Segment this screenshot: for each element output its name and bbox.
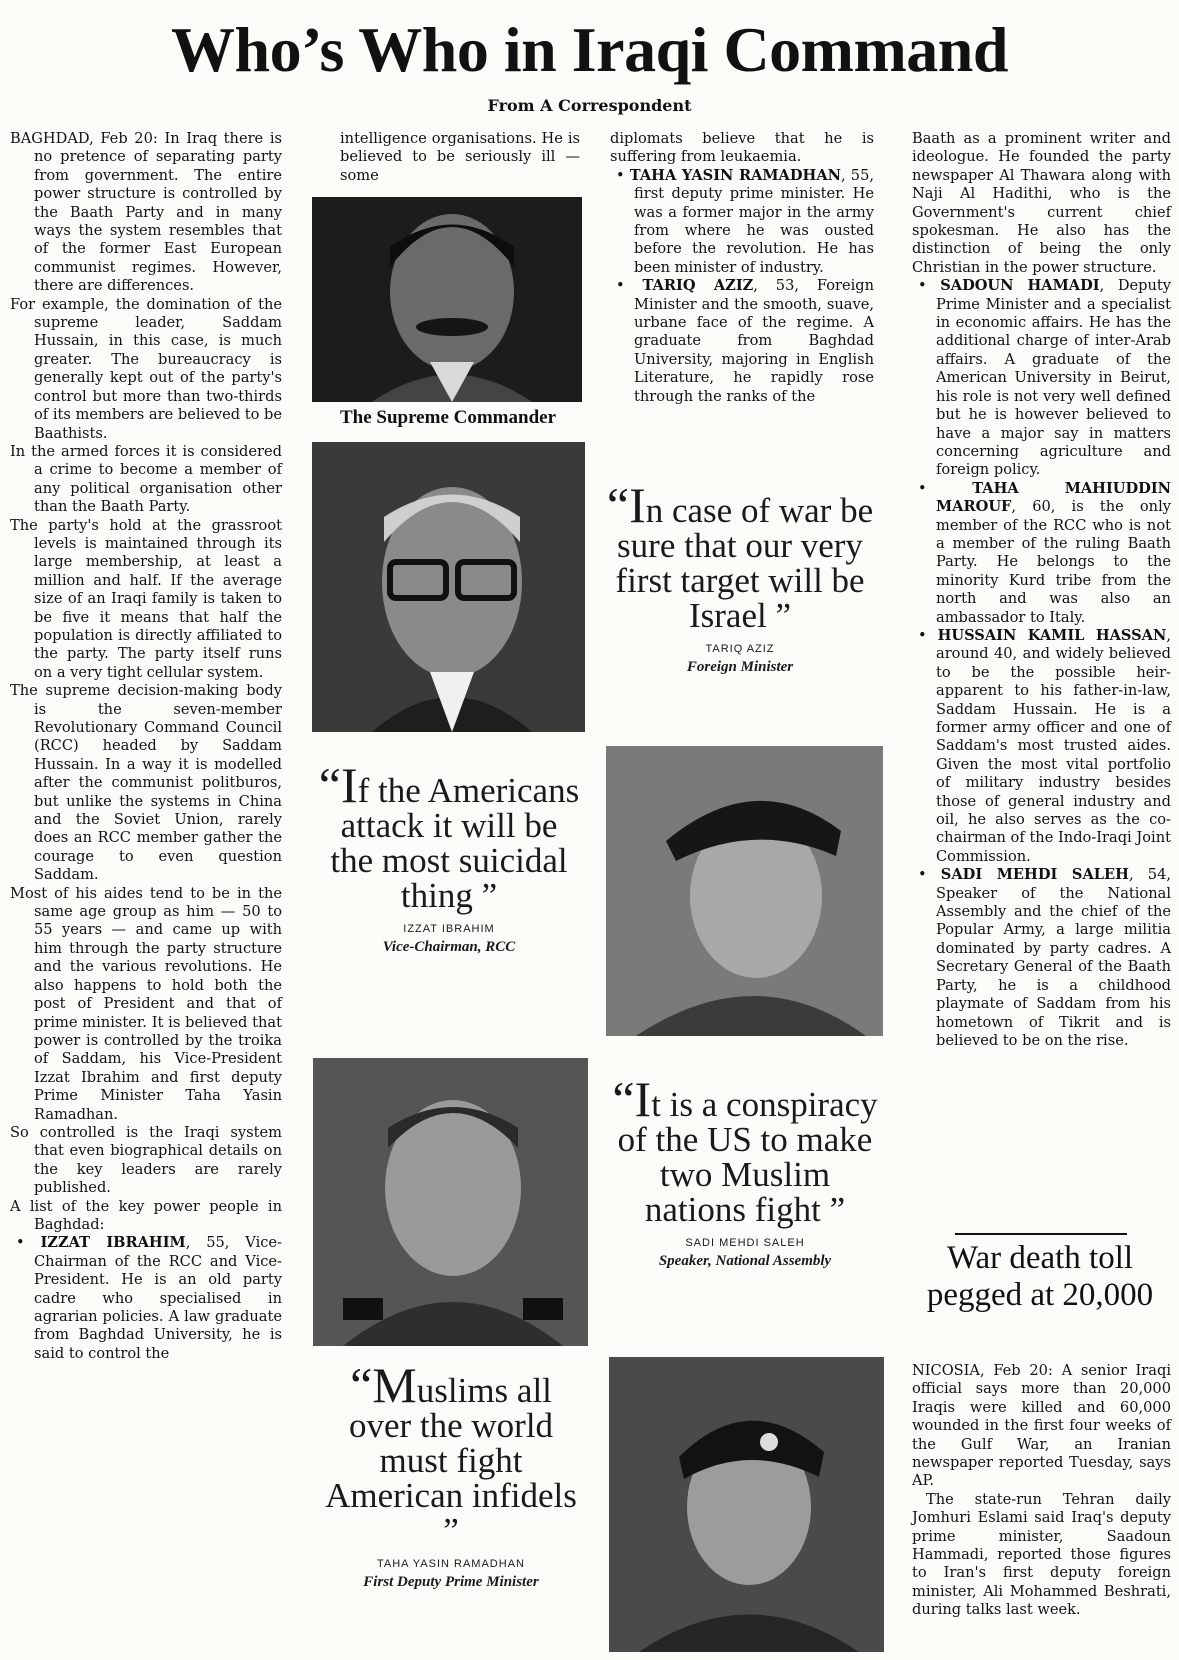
- paragraph: A list of the key power people in Baghdad:: [10, 1197, 282, 1233]
- sidebar-headline: War death toll pegged at 20,000: [926, 1240, 1154, 1313]
- quote-attribution-role: Foreign Minister: [686, 659, 794, 675]
- bio-entry: • SADOUN HAMADI, Deputy Prime Minister and a specialist in economic affairs. He has the additional charge of inter-Arab affairs. A graduate of the American University in Beirut, his role is not very well defined but he is however believed to have a major say in matters concerning agriculture and foreign policy.: [918, 277, 1172, 479]
- paragraph: diplomats believe that he is suffering from leukaemia.: [610, 130, 874, 166]
- byline: From A Correspondent: [487, 96, 692, 115]
- bio-entry: • TARIQ AZIZ, 53, Foreign Minister and the smooth, suave, urbane face of the regime. A graduate from Baghdad University, majoring in English Literature, he rapidly rose through the ranks of the: [616, 277, 875, 405]
- bio-text: , Deputy Prime Minister and a specialist in economic affairs. He has the additional charge of inter-Arab affairs. A graduate of the American University in Beirut, his role is not very well defined but he is however believed to have a major say in matters concerning agriculture and foreign policy.: [936, 277, 1172, 479]
- paragraph: The state-run Tehran daily Jomhuri Eslami said Iraq's deputy prime minister, Saadoun Hammadi, reported those figures to Iran's first deputy foreign minister, Ali Mohammed Beshrati, during talks last week.: [912, 1490, 1171, 1619]
- photo-hussain-kamil-hassan: [609, 1357, 884, 1652]
- bio-entry: • HUSSAIN KAMIL HASSAN, around 40, and widely believed to be the possible heir-apparent to his father-in-law, Saddam Hussain. He is a former army officer and one of Saddam's most trusted aides. Given the most vital portfolio of military industry besides those of general industry and oil, he also serves as the co-chairman of the Indo-Iraqi Joint Commission.: [918, 626, 1171, 865]
- photo-taha-yasin-ramadhan: [313, 1058, 588, 1346]
- quote-attribution-name: TAHA YASIN RAMADHAN: [377, 1558, 525, 1570]
- paragraph: For example, the domination of the supreme leader, Saddam Hussain, in this case, is much greater. The bureaucracy is generally kept out of the party's control but more than two-thirds of its members are believed to be Baathists.: [10, 295, 282, 442]
- bio-entry: • TAHA YASIN RAMADHAN, 55, first deputy prime minister. He was a former major in the army from where he was ousted before the revolution. He has been minister of industry.: [616, 166, 874, 276]
- bio-name: HUSSAIN KAMIL HASSAN: [937, 626, 1167, 644]
- quote-attribution-name: IZZAT IBRAHIM: [403, 923, 495, 935]
- column-4: [912, 130, 1171, 1050]
- paragraph: Baath as a prominent writer and ideologue. He founded the party newspaper Al Thawara along with Naji Al Hadithi, who is the Government's current chief spokesman. He also has the distinction of being the only Christian in the power structure.: [912, 130, 1171, 276]
- bio-text: , 55, first deputy prime minister. He was a former major in the army from where he was ousted before the revolution. He has been minister of industry.: [634, 166, 874, 276]
- bio-text: , 53, Foreign Minister and the smooth, suave, urbane face of the regime. A graduate from Baghdad University, majoring in English Literature, he rapidly rose through the ranks of the: [634, 277, 875, 405]
- bio-name: TARIQ AZIZ: [642, 277, 754, 295]
- bio-text: , 54, Speaker of the National Assembly and the chief of the Popular Army, a large militia dominated by party cadres. A Secretary General of the Baath Party, he is a childhood playmate of Saddam from his hometown of Tikrit and is believed to be on the rise.: [936, 866, 1171, 1049]
- paragraph: The party's hold at the grassroot levels is maintained through its large membership, at least a million and half. If the average size of an Iraqi family is taken to be five it means that half the population is directly affiliated to the party. The party itself runs on a very tight cellular system.: [10, 516, 282, 681]
- bio-name: SADI MEHDI SALEH: [940, 866, 1129, 884]
- quote-text: “Muslims all over the world must fight American infidels ”: [325, 1357, 577, 1550]
- paragraph: The supreme decision-making body is the seven-member Revolutionary Command Council (RCC) headed by Saddam Hussain. In a way it is modelled after the communist politburos, but unlike the systems in China and the Soviet Union, rarely does an RCC member gather the courage to even question Saddam.: [10, 682, 282, 884]
- column-3-text: [610, 130, 874, 406]
- quote-attribution-role: Vice-Chairman, RCC: [382, 939, 516, 955]
- pull-quote-tariq-aziz: [605, 477, 875, 676]
- paragraph: Most of his aides tend to be in the same age group as him — 50 to 55 years — and came up with him through the party structure and the various revolutions. He also happens to hold both the post of President and that of prime minister. It is believed that power is controlled by the troika of Saddam, his Vice-President Izzat Ibrahim and first deputy Prime Minister Taha Yasin Ramadhan.: [10, 884, 282, 1123]
- bio-entry: • TAHA MAHIUDDIN MAROUF, 60, is the only member of the RCC who is not a member of the ruling Baath Party. He belongs to the minority Kurd tribe from the north and was also an ambassador to Italy.: [918, 479, 1171, 626]
- bio-text: , 60, is the only member of the RCC who is not a member of the ruling Baath Party. He belongs to the minority Kurd tribe from the north and was also an ambassador to Italy.: [936, 498, 1171, 626]
- pull-quote-taha-yasin-ramadhan: [320, 1357, 582, 1591]
- portrait-image: [312, 197, 582, 402]
- quote-text: “In case of war be sure that our very first target will be Israel ”: [606, 477, 874, 635]
- paragraph: NICOSIA, Feb 20: A senior Iraqi official says more than 20,000 Iraqis were killed and 60,000 wounded in the first four weeks of the Gulf War, an Iranian newspaper reported Tuesday, says AP.: [912, 1362, 1171, 1490]
- quote-attribution-name: TARIQ AZIZ: [705, 643, 775, 655]
- bio-name: TAHA YASIN RAMADHAN: [629, 166, 841, 184]
- pull-quote-izzat-ibrahim: [318, 757, 580, 956]
- bio-text: , 55, Vice-Chairman of the RCC and Vice- President. He is an old party cadre who specialised in agrarian policies. A law graduate from Baghdad University, he is said to control the: [34, 1234, 282, 1362]
- paragraph: BAGHDAD, Feb 20: In Iraq there is no pretence of separating party from government. The entire power structure is controlled by the Baath Party and in many ways the system resembles that of the former East European communist regimes. However, there are differences.: [10, 130, 282, 295]
- paragraph: intelligence organisations. He is believed to be seriously ill — some: [340, 130, 580, 184]
- portrait-image: [312, 442, 585, 732]
- quote-attribution-role: First Deputy Prime Minister: [363, 1574, 539, 1590]
- headline: Who’s Who in Iraqi Command: [171, 14, 1008, 85]
- bio-name: SADOUN HAMADI: [940, 277, 1100, 295]
- bio-name: IZZAT IBRAHIM: [40, 1234, 186, 1252]
- portrait-image: [313, 1058, 588, 1346]
- bio-text: , around 40, and widely believed to be the possible heir-apparent to his father-in-law, Saddam Hussain. He is a former army officer and one of Saddam's most trusted aides. Given the most vital portfolio of military industry besides those of general industry and oil, he also serves as the co-chairman of the Indo-Iraqi Joint Commission.: [936, 626, 1171, 865]
- column-2-text: [340, 130, 580, 185]
- sidebar-story: [912, 1362, 1171, 1620]
- quote-text: “If the Americans attack it will be the most suicidal thing ”: [318, 757, 580, 915]
- photo-sadi-mehdi-saleh: [606, 746, 883, 1036]
- photo-caption: The Supreme Commander: [339, 407, 557, 428]
- quote-text: “It is a conspiracy of the US to make two Muslim nations fight ”: [612, 1071, 878, 1229]
- bio-entry: • IZZAT IBRAHIM, 55, Vice-Chairman of the RCC and Vice- President. He is an old party cadre who specialised in agrarian policies. A law graduate from Baghdad University, he is said to control the: [16, 1234, 282, 1362]
- quote-attribution-name: SADI MEHDI SALEH: [685, 1237, 805, 1249]
- portrait-image: [609, 1357, 884, 1652]
- bio-entry: • SADI MEHDI SALEH, 54, Speaker of the National Assembly and the chief of the Popular Army, a large militia dominated by party cadres. A Secretary General of the Baath Party, he is a childhood playmate of Saddam from his hometown of Tikrit and is believed to be on the rise.: [918, 866, 1171, 1049]
- bio-name: TAHA MAHIUDDIN MAROUF: [936, 479, 1171, 516]
- column-1: [10, 130, 282, 1363]
- photo-supreme-commander: [312, 197, 582, 402]
- quote-attribution-role: Speaker, National Assembly: [658, 1253, 832, 1269]
- paragraph: So controlled is the Iraqi system that even biographical details on the key leaders are rarely published.: [10, 1123, 282, 1197]
- photo-tariq-aziz: [312, 442, 585, 732]
- pull-quote-sadi-mehdi-saleh: [610, 1071, 880, 1270]
- sidebar-divider: [955, 1233, 1127, 1235]
- paragraph: In the armed forces it is considered a crime to become a member of any political organisation other than the Baath Party.: [10, 442, 282, 516]
- portrait-image: [606, 746, 883, 1036]
